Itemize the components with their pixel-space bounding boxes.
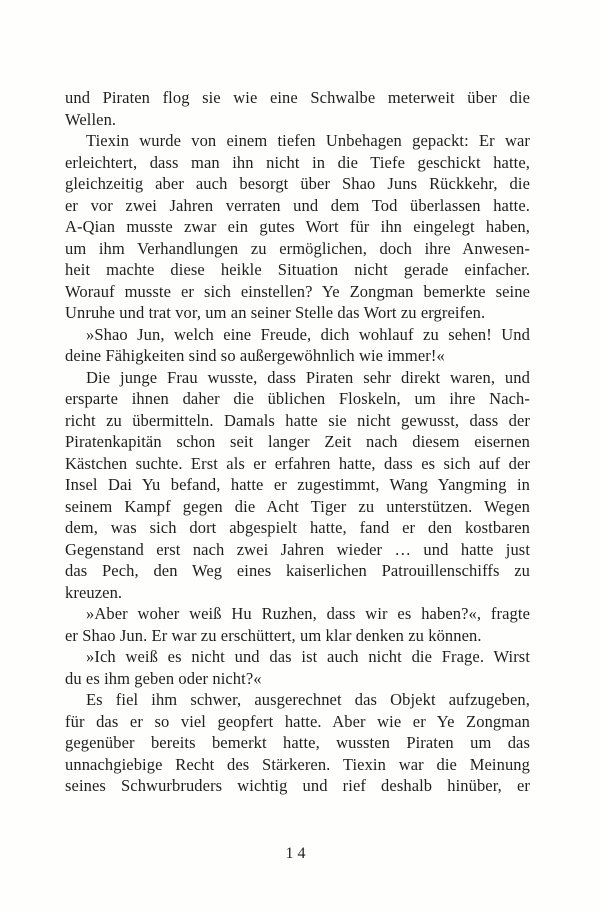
- text-line: kreuzen.: [65, 582, 123, 602]
- text-line: »Ich weiß es nicht und das ist auch nicht die Frage. Wirst: [86, 647, 530, 666]
- text-line: Worauf musste er sich einstellen? Ye Zongman bemerkte seine: [65, 281, 530, 301]
- paragraph: [65, 367, 530, 604]
- paragraph: [65, 646, 530, 689]
- text-line: A-Qian musste zwar ein gutes Wort für ihn eingelegt haben,: [65, 217, 530, 236]
- text-line: Kästchen suchte. Erst als er erfahren hatte, dass es sich auf der: [65, 453, 530, 473]
- text-line: du es ihm geben oder nicht?«: [65, 668, 262, 688]
- text-line: um ihm Verhandlungen zu ermöglichen, doch ihre Anwesen-: [65, 238, 530, 258]
- body-text: [65, 87, 530, 797]
- text-line: seines Schwurbruders wichtig und rief deshalb hinüber, er: [65, 776, 530, 795]
- text-line: Insel Dai Yu befand, hatte er zugestimmt, Wang Yangming in: [65, 475, 530, 494]
- paragraph: [65, 603, 530, 646]
- text-line: ersparte ihnen daher die üblichen Floskeln, um ihre Nach-: [65, 389, 530, 408]
- text-line: Wellen.: [65, 109, 117, 129]
- text-line: richt zu übermitteln. Damals hatte sie nicht gewusst, dass der: [65, 410, 530, 430]
- text-line: Es fiel ihm schwer, ausgerechnet das Objekt aufzugeben,: [86, 690, 530, 709]
- text-line: Gegenstand erst nach zwei Jahren wieder … und hatte just: [65, 539, 530, 559]
- text-line: für das er so viel geopfert hatte. Aber wie er Ye Zongman: [65, 711, 530, 731]
- text-line: deine Fähigkeiten sind so außergewöhnlich wie immer!«: [65, 346, 445, 365]
- text-line: Die junge Frau wusste, dass Piraten sehr direkt waren, und: [86, 367, 530, 387]
- text-line: gegenüber bereits bemerkt hatte, wussten Piraten um das: [65, 733, 530, 752]
- text-line: erleichtert, dass man ihn nicht in die Tiefe geschickt hatte,: [65, 152, 530, 172]
- text-line: Unruhe und trat vor, um an seiner Stelle das Wort zu ergreifen.: [65, 303, 486, 322]
- paragraph: [65, 87, 530, 130]
- paragraph: [65, 324, 530, 367]
- text-line: Tiexin wurde von einem tiefen Unbehagen gepackt: Er war: [86, 131, 530, 150]
- text-line: seinem Kampf gegen die Acht Tiger zu unterstützen. Wegen: [65, 496, 530, 516]
- text-line: und Piraten flog sie wie eine Schwalbe meterweit über die: [65, 88, 530, 107]
- text-line: »Aber woher weiß Hu Ruzhen, dass wir es haben?«, fragte: [86, 604, 530, 623]
- text-line: Piratenkapitän schon seit langer Zeit nach diesem eisernen: [65, 432, 530, 451]
- text-line: gleichzeitig aber auch besorgt über Shao Juns Rückkehr, die: [65, 174, 530, 193]
- paragraph: [65, 689, 530, 797]
- text-line: das Pech, den Weg eines kaiserlichen Patrouillenschiffs zu: [65, 561, 530, 580]
- text-line: heit machte diese heikle Situation nicht gerade einfacher.: [65, 260, 530, 279]
- text-line: er Shao Jun. Er war zu erschüttert, um klar denken zu können.: [65, 625, 482, 645]
- text-line: unnachgiebige Recht des Stärkeren. Tiexin war die Meinung: [65, 754, 530, 774]
- text-line: dem, was sich dort abgespielt hatte, fand er den kostbaren: [65, 518, 530, 537]
- page-number: 14: [285, 845, 310, 862]
- text-line: er vor zwei Jahren verraten und dem Tod überlassen hatte.: [65, 195, 530, 215]
- paragraph: [65, 130, 530, 324]
- text-line: »Shao Jun, welch eine Freude, dich wohlauf zu sehen! Und: [86, 324, 530, 344]
